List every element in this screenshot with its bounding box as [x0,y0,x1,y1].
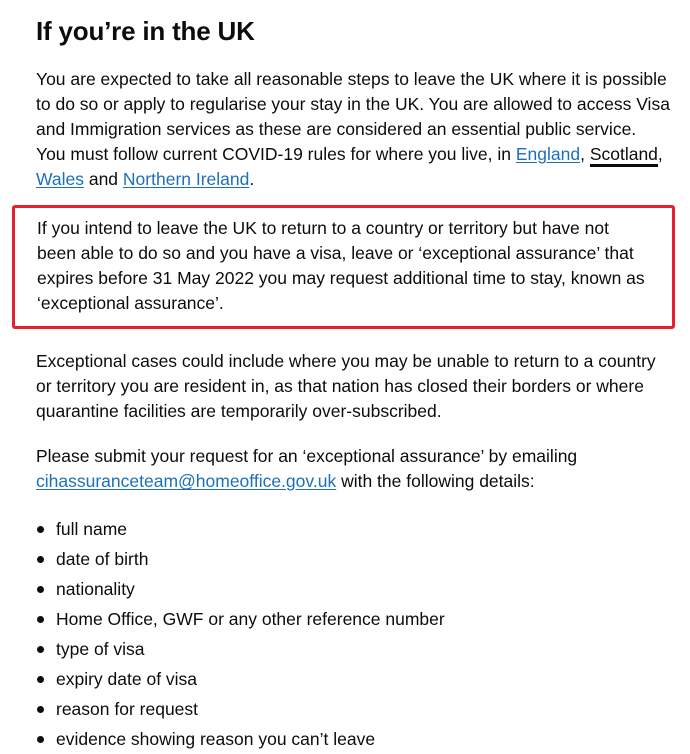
intro-paragraph [36,67,670,192]
list-item [36,724,670,754]
intro-end: . [249,169,255,189]
email-link[interactable]: cihassuranceteam@homeoffice.gov.uk [36,471,337,491]
list-item [36,604,670,634]
bullet-icon [37,676,44,683]
intro-text: You are expected to take all reasonable steps to leave the UK where it is possible to do so or apply to regularise your stay in the UK. You are allowed to access Visa and Immigration services as these are considered an essential public service. You must follow current COVID-19 rules for where you live, in [36,69,670,164]
exceptional-cases-paragraph: Exceptional cases could include where you may be unable to return to a country or territory you are resident in, as that nation has closed their borders or where quarantine facilities are temporarily over-subscribed. [36,351,656,421]
separator-comma: , [580,144,590,164]
separator-comma: , [657,144,663,164]
link-scotland[interactable]: Scotland [590,144,658,167]
list-item [36,544,670,574]
list-item-text: Home Office, GWF or any other reference number [56,609,445,629]
page-heading: If you’re in the UK [36,16,255,46]
highlight-box [12,205,675,329]
list-item [36,694,670,724]
link-england[interactable]: England [515,144,581,164]
submit-text: Please submit your request for an ‘exceptional assurance’ by emailing [36,446,578,466]
list-item [36,514,670,544]
bullet-icon [37,706,44,713]
list-item-text: reason for request [56,699,199,719]
list-item-text: date of birth [56,549,149,569]
list-item-text: type of visa [56,639,145,659]
bullet-icon [37,616,44,623]
link-northern-ireland[interactable]: Northern Ireland [122,169,250,189]
bullet-icon [37,556,44,563]
exceptional-assurance-paragraph: If you intend to leave the UK to return to a country or territory but have not been able to do so and you have a visa, leave or ‘exceptional assurance’ that expires before 31 May 2022 you may request additional time to stay, known as ‘exceptional assurance’. [37,218,645,313]
separator-and: and [83,169,123,189]
bullet-icon [37,736,44,743]
submit-paragraph [36,444,670,494]
list-item-text: nationality [56,579,135,599]
list-item [36,634,670,664]
list-item [36,664,670,694]
submit-text-after: with the following details: [336,471,535,491]
link-wales[interactable]: Wales [36,169,84,189]
bullet-icon [37,646,44,653]
list-item [36,574,670,604]
details-list [36,514,670,754]
list-item-text: evidence showing reason you can’t leave [56,729,376,749]
list-item-text: full name [56,519,128,539]
bullet-icon [37,526,44,533]
list-item-text: expiry date of visa [56,669,198,689]
bullet-icon [37,586,44,593]
